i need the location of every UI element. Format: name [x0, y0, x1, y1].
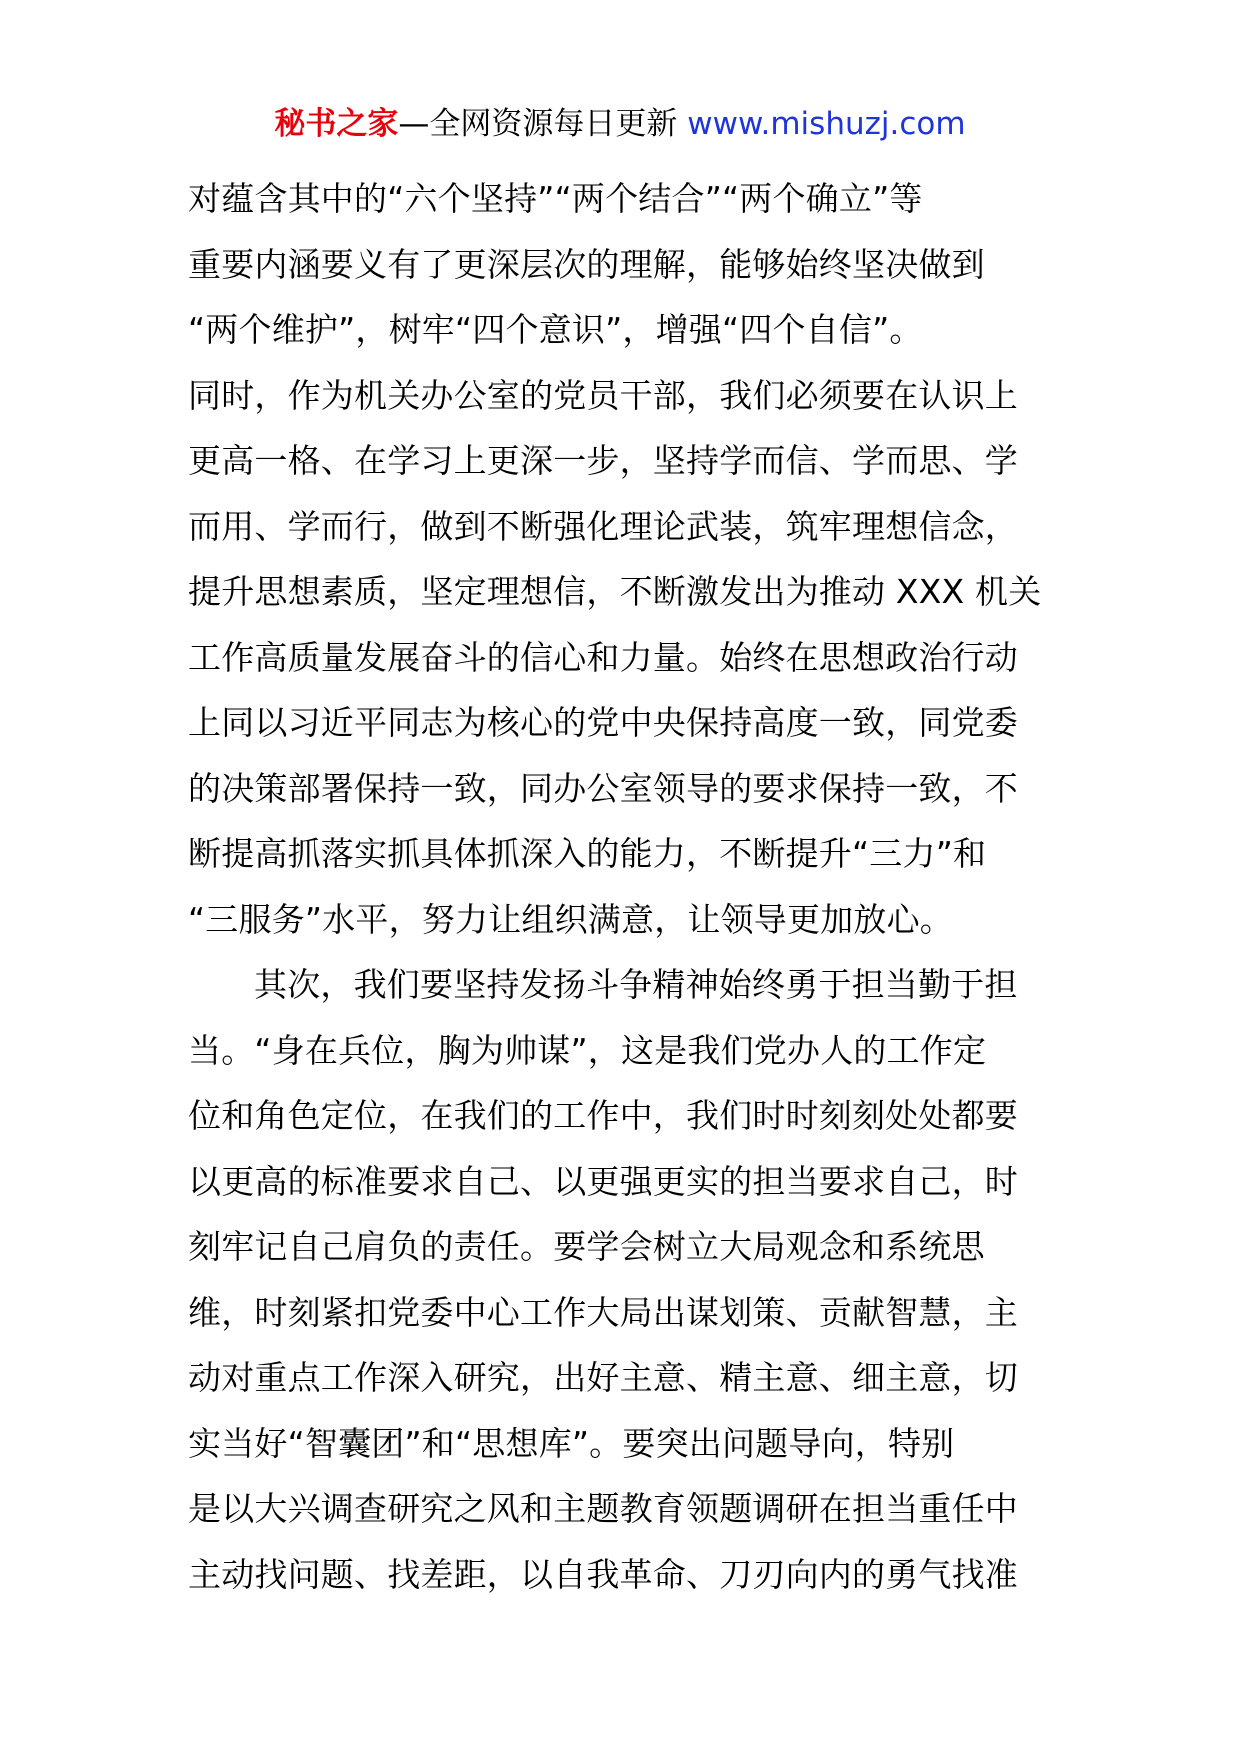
text-line: 重要内涵要义有了更深层次的理解，能够始终坚决做到	[188, 244, 985, 284]
paragraph-first-line: 其次，我们要坚持发扬斗争精神始终勇于担当勤于担	[254, 965, 1018, 1004]
document-body	[188, 166, 1058, 1607]
text-line: 动对重点工作深入研究，出好主意、精主意、细主意，切	[188, 1358, 1018, 1397]
text-line: “三服务”水平，努力让组织满意，让领导更加放心。	[188, 899, 953, 939]
text-line: 而用、学而行，做到不断强化理论武装，筑牢理想信念，	[188, 506, 1018, 546]
text-line: 断提高抓落实抓具体抓深入的能力，不断提升“三力”和	[188, 834, 987, 873]
text-line: 同时，作为机关办公室的党员干部，我们必须要在认识上	[188, 375, 1018, 415]
text-line: 提升思想素质，坚定理想信，不断激发出为推动 XXX 机关	[188, 572, 1042, 611]
text-line: 以更高的标准要求自己、以更强更实的担当要求自己，时	[188, 1161, 1018, 1201]
text-line: “两个维护”，树牢“四个意识”，增强“四个自信”。	[188, 310, 923, 349]
text-line: 实当好“智囊团”和“思想库”。要突出问题导向，特别	[188, 1423, 955, 1463]
header-slogan: —全网资源每日更新	[398, 106, 688, 142]
text-line: 主动找问题、找差距，以自我革命、刀刃向内的勇气找准	[188, 1554, 1018, 1594]
text-line: 是以大兴调查研究之风和主题教育领题调研在担当重任中	[188, 1489, 1018, 1528]
text-line: 维，时刻紧扣党委中心工作大局出谋划策、贡献智慧，主	[188, 1292, 1018, 1332]
text-line: 更高一格、在学习上更深一步，坚持学而信、学而思、学	[188, 441, 1018, 480]
page-header	[0, 102, 1240, 146]
text-line: 工作高质量发展奋斗的信心和力量。始终在思想政治行动	[188, 637, 1018, 677]
text-line: 位和角色定位，在我们的工作中，我们时时刻刻处处都要	[188, 1096, 1018, 1135]
brand-name: 秘书之家	[274, 106, 399, 142]
text-line: 对蕴含其中的“六个坚持”“两个结合”“两个确立”等	[188, 179, 923, 218]
text-line: 的决策部署保持一致，同办公室领导的要求保持一致，不	[188, 768, 1018, 808]
text-line: 当。“身在兵位，胸为帅谋”，这是我们党办人的工作定	[188, 1030, 987, 1070]
website-link[interactable]: www.mishuzj.com	[687, 106, 966, 142]
text-line: 上同以习近平同志为核心的党中央保持高度一致，同党委	[188, 703, 1018, 742]
text-line: 刻牢记自己肩负的责任。要学会树立大局观念和系统思	[188, 1227, 985, 1266]
